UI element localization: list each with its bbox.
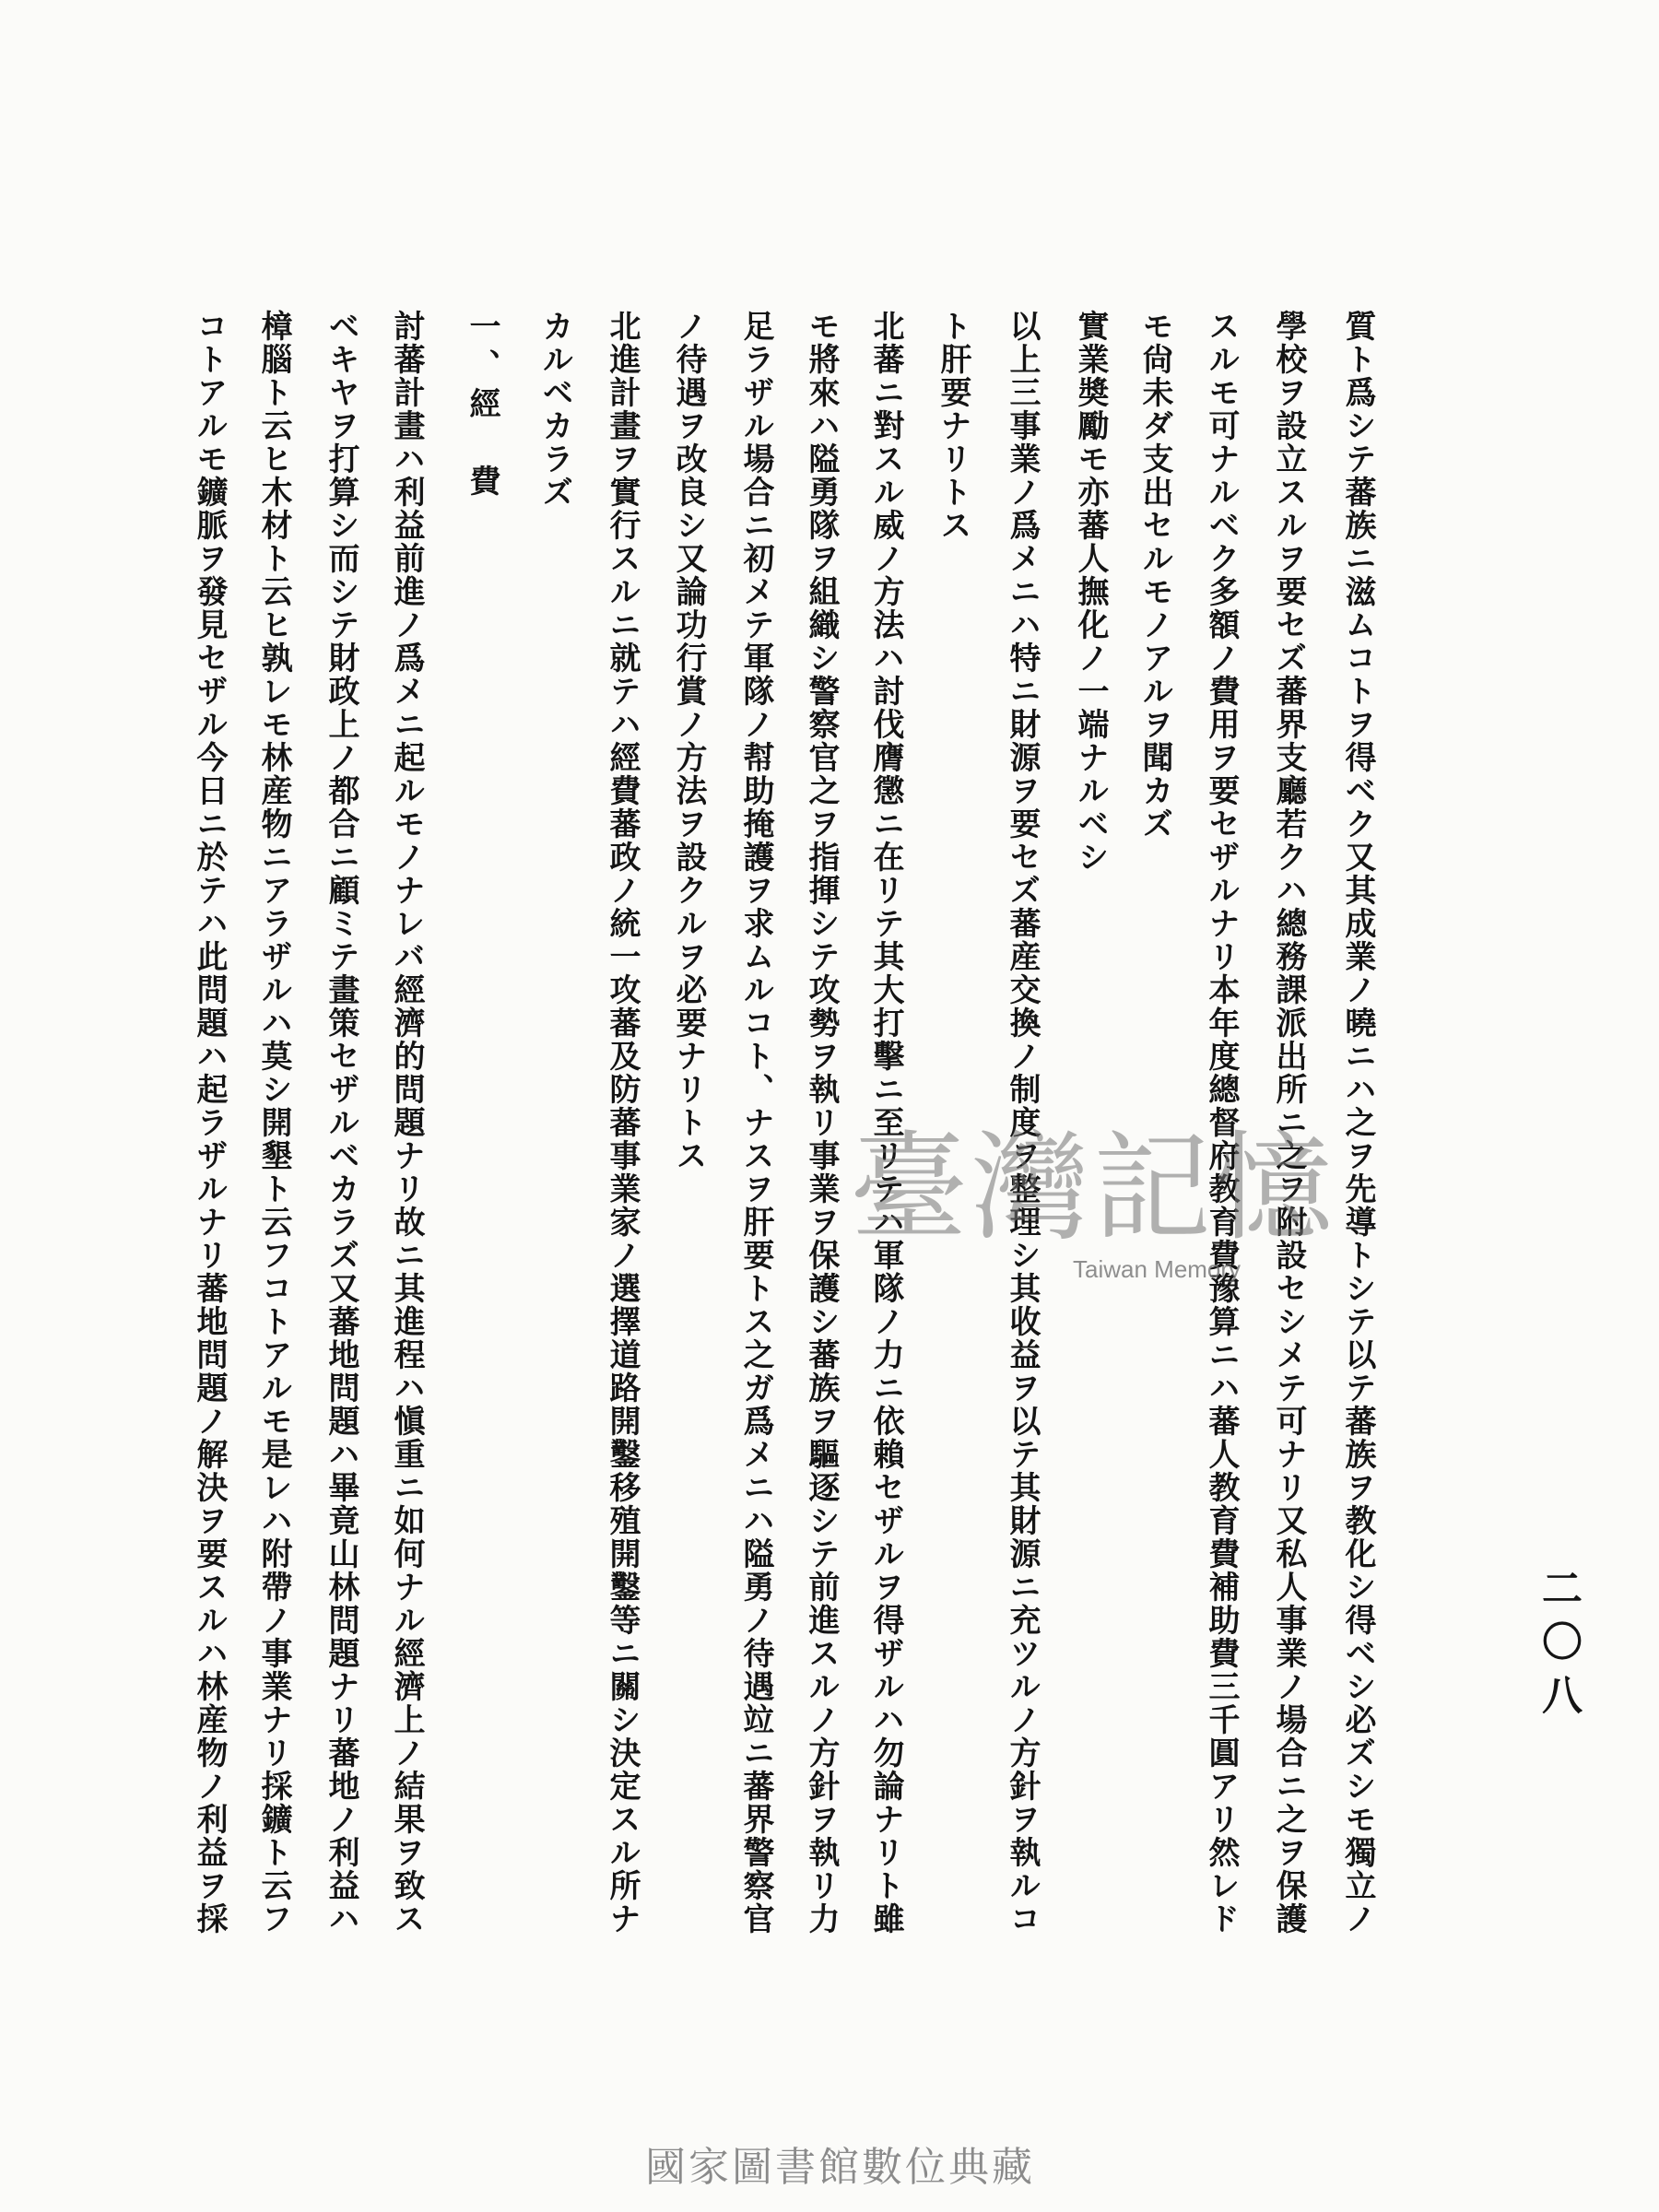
text-column: 實業奬勵モ亦蕃人撫化ノ一端ナルベシ xyxy=(1072,310,1109,874)
text-column: コトアルモ鑛脈ヲ發見セザル今日ニ於テハ此問題ハ起ラザルナリ蕃地問題ノ解決ヲ要スルハ林産物ノ利益ヲ採 xyxy=(191,310,228,1936)
text-column: ベキヤヲ打算シ而シテ財政上ノ都合ニ顧ミテ畫策セザルベカラズ又蕃地問題ハ畢竟山林問題ナリ蕃地ノ利益ハ xyxy=(323,310,359,1936)
text-column: 質ト爲シテ蕃族ニ滋ムコトヲ得ベク又其成業ノ曉ニハ之ヲ先導トシテ以テ蕃族ヲ教化シ得ベシ必ズシモ獨立ノ xyxy=(1339,310,1376,1936)
text-column: ノ待遇ヲ改良シ又論功行賞ノ方法ヲ設クルヲ必要ナリトス xyxy=(670,310,707,1172)
text-column: 樟腦ト云ヒ木材ト云ヒ孰レモ林産物ニアラザルハ莫シ開墾ト云フコトアルモ是レハ附帶ノ事業ナリ採鑛ト云フ xyxy=(255,310,292,1936)
text-column: スルモ可ナルベク多額ノ費用ヲ要セザルナリ本年度總督府教育費豫算ニハ蕃人教育費補助費三千圓アリ然レド xyxy=(1203,310,1240,1936)
text-column: カルベカラズ xyxy=(536,310,573,509)
footer-credit: 國家圖書館數位典藏 xyxy=(645,2144,1035,2191)
text-column: 討蕃計畫ハ利益前進ノ爲メニ起ルモノナレバ經濟的問題ナリ故ニ其進程ハ愼重ニ如何ナル經濟上ノ結果ヲ致ス xyxy=(388,310,425,1936)
page-number: 二〇八 xyxy=(1535,1567,1582,1727)
watermark-title: 臺灣記憶 xyxy=(850,1120,1337,1257)
section-heading: 一、經 費 xyxy=(464,310,500,503)
text-column: 學校ヲ設立スルヲ要セズ蕃界支廳若クハ總務課派出所ニ之ヲ附設セシメテ可ナリ又私人事業ノ場合ニ之ヲ保護 xyxy=(1270,310,1307,1936)
text-column: 足ラザル場合ニ初メテ軍隊ノ幇助掩護ヲ求ムルコト、ナスヲ肝要トス之ガ爲メニハ隘勇ノ待遇竝ニ蕃界警察官 xyxy=(737,310,774,1936)
watermark-logo xyxy=(850,1120,1366,1292)
text-column: 以上三事業ノ爲メニハ特ニ財源ヲ要セズ蕃産交換ノ制度ヲ整理シ其收益ヲ以テ其財源ニ充ツルノ方針ヲ執ルコ xyxy=(1004,310,1041,1936)
text-column: モ將來ハ隘勇隊ヲ組織シ警察官之ヲ指揮シテ攻勢ヲ執リ事業ヲ保護シ蕃族ヲ驅逐シテ前進スルノ方針ヲ執リ力 xyxy=(803,310,840,1936)
watermark-subtitle: Taiwan Memory xyxy=(1073,1255,1241,1283)
text-column: 北進計畫ヲ實行スルニ就テハ經費蕃政ノ統一攻蕃及防蕃事業家ノ選擇道路開鑿移殖開鑿等ニ關シ決定スル所ナ xyxy=(604,310,641,1936)
text-column: モ尙未ダ支出セルモノアルヲ聞カズ xyxy=(1136,310,1173,841)
text-column: ト肝要ナリトス xyxy=(935,310,971,542)
text-column: 北蕃ニ對スル威ノ方法ハ討伐膺懲ニ在リテ其大打擊ニ至リテハ軍隊ノ力ニ依賴セザルヲ得ザルハ勿論ナリト雖 xyxy=(867,310,904,1936)
